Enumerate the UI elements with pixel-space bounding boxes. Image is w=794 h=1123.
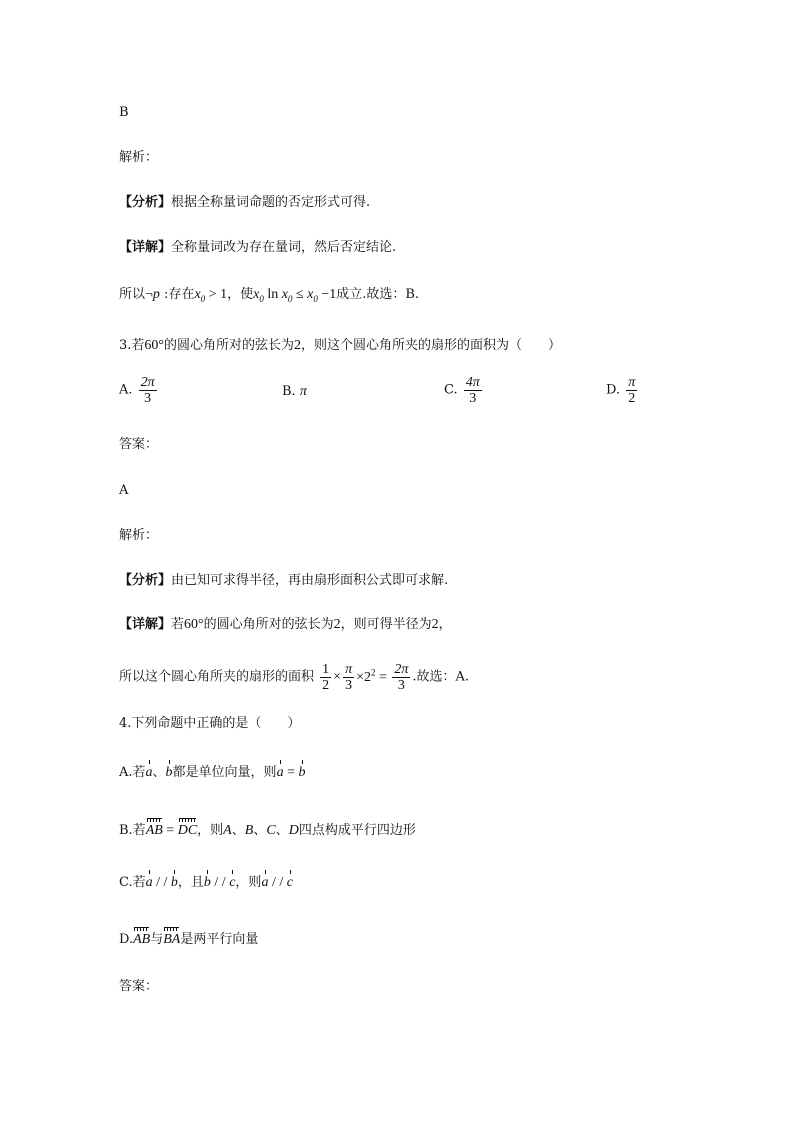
q3-options <box>119 375 679 415</box>
q3-option-c[interactable]: C. $\frac{4\pi}{3}$ <box>444 375 480 406</box>
q2-answer: B <box>119 105 129 120</box>
q3-area: 所以这个圆心角所夹的扇形的面积 $\frac{1}{2}$ × $\frac{\pi}{3}$ $\times 2^2$ = $\frac{2\pi}{3}$ .故选：A. <box>119 661 470 693</box>
q4-option-d[interactable]: D.AB与BA是两平行向量 <box>119 929 258 949</box>
xiangjie-text: 全称量词改为存在量词，然后否定结论. <box>171 240 397 255</box>
fenxi-text: 根据全称量词命题的否定形式可得. <box>171 195 371 210</box>
q3-option-b[interactable]: B. π <box>282 384 307 399</box>
q3-option-a[interactable]: A. $\frac{2\pi}{3}$ <box>119 375 155 406</box>
q4-question: 4.下列命题中正确的是（ ） <box>119 716 301 731</box>
q3-xiangjie: 【详解】若60°的圆心角所对的弦长为2，则可得半径为2， <box>119 617 452 632</box>
q2-xiangjie <box>119 239 396 257</box>
q3-question: 3.若60°的圆心角所对的弦长为2，则这个圆心角所夹的扇形的面积为（ ） <box>119 338 562 353</box>
q2-conclusion: 所以¬p :存在$x_0 > 1$，使$x_0$ $\ln x_0 \le x_0 -1$成立.故选：B. <box>119 287 420 304</box>
q2-analysis-label: 解析： <box>119 150 159 165</box>
q4-option-a[interactable]: A.若a、b都是单位向量，则a = b <box>119 765 306 780</box>
fenxi-tag: 【分析】 <box>119 195 172 210</box>
q2-fenxi <box>119 194 370 212</box>
q3-option-d[interactable]: D. $\frac{\pi}{2}$ <box>606 375 636 406</box>
xiangjie-tag: 【详解】 <box>119 240 172 255</box>
q4-option-b[interactable]: B.若AB = DC，则A、B、C、D四点构成平行四边形 <box>119 820 416 840</box>
q3-answer-label: 答案： <box>119 437 159 452</box>
q3-answer: A <box>119 483 129 498</box>
q4-option-c[interactable]: C.若a / / b，且b / / c，则a / / c <box>119 875 293 890</box>
q4-answer-label: 答案： <box>119 979 159 994</box>
q3-fenxi: 【分析】由已知可求得半径，再由扇形面积公式即可求解. <box>119 573 449 588</box>
q3-analysis-label: 解析： <box>119 528 159 543</box>
